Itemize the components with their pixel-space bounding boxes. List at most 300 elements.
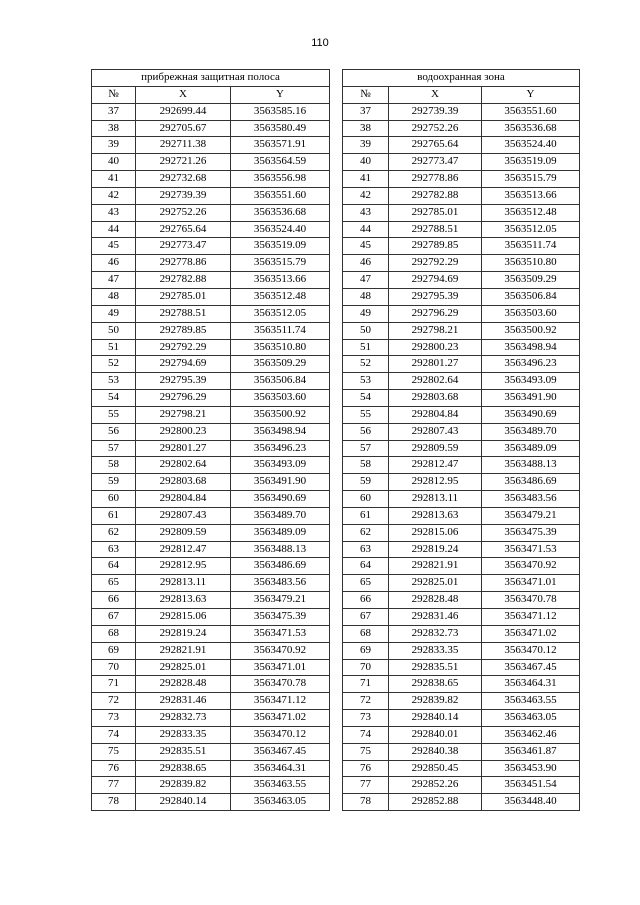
y-coordinate: 3563467.45	[482, 659, 580, 676]
point-number: 69	[343, 642, 389, 659]
point-number: 57	[343, 440, 389, 457]
table-row	[92, 288, 330, 305]
y-coordinate: 3563470.12	[231, 726, 330, 743]
table-row	[92, 171, 330, 188]
x-coordinate: 292852.88	[389, 794, 482, 811]
point-number: 73	[343, 710, 389, 727]
table-row	[343, 423, 580, 440]
x-coordinate: 292819.24	[136, 625, 231, 642]
x-coordinate: 292795.39	[136, 373, 231, 390]
table-row	[343, 524, 580, 541]
table-row	[343, 777, 580, 794]
point-number: 56	[92, 423, 136, 440]
column-header-y: Y	[482, 86, 580, 103]
x-coordinate: 292739.39	[136, 187, 231, 204]
point-number: 68	[92, 625, 136, 642]
point-number: 64	[343, 558, 389, 575]
point-number: 38	[92, 120, 136, 137]
y-coordinate: 3563490.69	[231, 491, 330, 508]
point-number: 50	[92, 322, 136, 339]
y-coordinate: 3563536.68	[231, 204, 330, 221]
x-coordinate: 292798.21	[389, 322, 482, 339]
point-number: 75	[92, 743, 136, 760]
table-row	[343, 760, 580, 777]
point-number: 65	[343, 575, 389, 592]
x-coordinate: 292840.38	[389, 743, 482, 760]
x-coordinate: 292809.59	[136, 524, 231, 541]
y-coordinate: 3563511.74	[231, 322, 330, 339]
point-number: 53	[92, 373, 136, 390]
x-coordinate: 292831.46	[389, 609, 482, 626]
y-coordinate: 3563489.70	[482, 423, 580, 440]
table-row	[92, 137, 330, 154]
y-coordinate: 3563493.09	[482, 373, 580, 390]
y-coordinate: 3563486.69	[482, 474, 580, 491]
x-coordinate: 292705.67	[136, 120, 231, 137]
table-row	[92, 238, 330, 255]
x-coordinate: 292825.01	[389, 575, 482, 592]
table-row	[92, 693, 330, 710]
x-coordinate: 292752.26	[136, 204, 231, 221]
table-row	[343, 642, 580, 659]
table-row	[92, 221, 330, 238]
point-number: 56	[343, 423, 389, 440]
y-coordinate: 3563467.45	[231, 743, 330, 760]
point-number: 47	[343, 272, 389, 289]
x-coordinate: 292835.51	[136, 743, 231, 760]
y-coordinate: 3563512.48	[482, 204, 580, 221]
x-coordinate: 292832.73	[136, 710, 231, 727]
point-number: 55	[343, 406, 389, 423]
x-coordinate: 292821.91	[389, 558, 482, 575]
table-row	[92, 120, 330, 137]
y-coordinate: 3563513.66	[231, 272, 330, 289]
point-number: 50	[343, 322, 389, 339]
point-number: 58	[92, 457, 136, 474]
x-coordinate: 292800.23	[136, 423, 231, 440]
x-coordinate: 292778.86	[389, 171, 482, 188]
x-coordinate: 292815.06	[389, 524, 482, 541]
point-number: 75	[343, 743, 389, 760]
x-coordinate: 292831.46	[136, 693, 231, 710]
y-coordinate: 3563515.79	[482, 171, 580, 188]
point-number: 74	[92, 726, 136, 743]
y-coordinate: 3563506.84	[231, 373, 330, 390]
column-header-x: X	[389, 86, 482, 103]
x-coordinate: 292796.29	[136, 390, 231, 407]
table-row	[343, 726, 580, 743]
x-coordinate: 292809.59	[389, 440, 482, 457]
table-row	[92, 474, 330, 491]
point-number: 61	[92, 507, 136, 524]
y-coordinate: 3563489.70	[231, 507, 330, 524]
y-coordinate: 3563571.91	[231, 137, 330, 154]
table-row	[343, 676, 580, 693]
column-header-number: №	[92, 86, 136, 103]
table-row	[343, 440, 580, 457]
y-coordinate: 3563470.78	[482, 592, 580, 609]
table-row	[343, 272, 580, 289]
y-coordinate: 3563513.66	[482, 187, 580, 204]
y-coordinate: 3563512.48	[231, 288, 330, 305]
x-coordinate: 292792.29	[389, 255, 482, 272]
table-row	[92, 743, 330, 760]
table-row	[343, 322, 580, 339]
y-coordinate: 3563463.05	[231, 794, 330, 811]
point-number: 51	[92, 339, 136, 356]
point-number: 63	[343, 541, 389, 558]
x-coordinate: 292752.26	[389, 120, 482, 137]
x-coordinate: 292801.27	[389, 356, 482, 373]
point-number: 70	[343, 659, 389, 676]
column-header-y: Y	[231, 86, 330, 103]
y-coordinate: 3563471.53	[482, 541, 580, 558]
x-coordinate: 292807.43	[136, 507, 231, 524]
point-number: 69	[92, 642, 136, 659]
point-number: 44	[343, 221, 389, 238]
point-number: 57	[92, 440, 136, 457]
x-coordinate: 292804.84	[389, 406, 482, 423]
x-coordinate: 292795.39	[389, 288, 482, 305]
table-row	[92, 406, 330, 423]
y-coordinate: 3563470.12	[482, 642, 580, 659]
point-number: 45	[92, 238, 136, 255]
table-row	[92, 322, 330, 339]
point-number: 49	[92, 305, 136, 322]
table-row	[92, 373, 330, 390]
y-coordinate: 3563490.69	[482, 406, 580, 423]
point-number: 37	[92, 103, 136, 120]
y-coordinate: 3563585.16	[231, 103, 330, 120]
point-number: 42	[92, 187, 136, 204]
point-number: 74	[343, 726, 389, 743]
x-coordinate: 292839.82	[136, 777, 231, 794]
table-row	[343, 541, 580, 558]
table-row	[92, 609, 330, 626]
table-row	[92, 423, 330, 440]
point-number: 48	[343, 288, 389, 305]
y-coordinate: 3563471.12	[231, 693, 330, 710]
table-title: прибрежная защитная полоса	[92, 70, 330, 87]
coastal-protection-strip-table	[91, 69, 330, 811]
table-row	[92, 440, 330, 457]
water-protection-zone-table	[342, 69, 580, 811]
y-coordinate: 3563498.94	[482, 339, 580, 356]
table-row	[343, 238, 580, 255]
table-row	[343, 558, 580, 575]
table-row	[92, 760, 330, 777]
x-coordinate: 292840.14	[136, 794, 231, 811]
table-row	[92, 710, 330, 727]
table-row	[343, 625, 580, 642]
x-coordinate: 292838.65	[136, 760, 231, 777]
table-row	[92, 390, 330, 407]
y-coordinate: 3563500.92	[231, 406, 330, 423]
y-coordinate: 3563462.46	[482, 726, 580, 743]
table-row	[343, 592, 580, 609]
point-number: 67	[343, 609, 389, 626]
table-row	[343, 794, 580, 811]
table-row	[92, 507, 330, 524]
table-row	[343, 255, 580, 272]
point-number: 73	[92, 710, 136, 727]
y-coordinate: 3563511.74	[482, 238, 580, 255]
point-number: 46	[343, 255, 389, 272]
y-coordinate: 3563463.55	[231, 777, 330, 794]
table-row	[343, 659, 580, 676]
table-row	[343, 103, 580, 120]
table-row	[92, 154, 330, 171]
y-coordinate: 3563580.49	[231, 120, 330, 137]
x-coordinate: 292838.65	[389, 676, 482, 693]
table-row	[343, 743, 580, 760]
y-coordinate: 3563475.39	[231, 609, 330, 626]
table-row	[343, 710, 580, 727]
table-row	[343, 204, 580, 221]
x-coordinate: 292812.47	[136, 541, 231, 558]
point-number: 53	[343, 373, 389, 390]
point-number: 64	[92, 558, 136, 575]
y-coordinate: 3563470.78	[231, 676, 330, 693]
table-row	[92, 558, 330, 575]
y-coordinate: 3563483.56	[231, 575, 330, 592]
table-row	[92, 204, 330, 221]
x-coordinate: 292840.14	[389, 710, 482, 727]
point-number: 49	[343, 305, 389, 322]
point-number: 43	[92, 204, 136, 221]
x-coordinate: 292802.64	[389, 373, 482, 390]
table-row	[92, 676, 330, 693]
y-coordinate: 3563510.80	[231, 339, 330, 356]
y-coordinate: 3563551.60	[482, 103, 580, 120]
point-number: 58	[343, 457, 389, 474]
x-coordinate: 292773.47	[136, 238, 231, 255]
y-coordinate: 3563556.98	[231, 171, 330, 188]
y-coordinate: 3563496.23	[231, 440, 330, 457]
x-coordinate: 292739.39	[389, 103, 482, 120]
table-row	[343, 693, 580, 710]
y-coordinate: 3563461.87	[482, 743, 580, 760]
column-header-number: №	[343, 86, 389, 103]
point-number: 48	[92, 288, 136, 305]
x-coordinate: 292711.38	[136, 137, 231, 154]
y-coordinate: 3563463.05	[482, 710, 580, 727]
x-coordinate: 292813.63	[389, 507, 482, 524]
table-row	[343, 187, 580, 204]
y-coordinate: 3563471.02	[231, 710, 330, 727]
x-coordinate: 292796.29	[389, 305, 482, 322]
point-number: 38	[343, 120, 389, 137]
x-coordinate: 292821.91	[136, 642, 231, 659]
x-coordinate: 292833.35	[136, 726, 231, 743]
y-coordinate: 3563479.21	[482, 507, 580, 524]
table-row	[92, 642, 330, 659]
x-coordinate: 292825.01	[136, 659, 231, 676]
x-coordinate: 292840.01	[389, 726, 482, 743]
y-coordinate: 3563483.56	[482, 491, 580, 508]
x-coordinate: 292832.73	[389, 625, 482, 642]
y-coordinate: 3563463.55	[482, 693, 580, 710]
table-row	[92, 339, 330, 356]
table-row	[92, 255, 330, 272]
y-coordinate: 3563491.90	[231, 474, 330, 491]
x-coordinate: 292794.69	[389, 272, 482, 289]
column-header-x: X	[136, 86, 231, 103]
x-coordinate: 292852.26	[389, 777, 482, 794]
point-number: 67	[92, 609, 136, 626]
x-coordinate: 292804.84	[136, 491, 231, 508]
x-coordinate: 292801.27	[136, 440, 231, 457]
point-number: 62	[92, 524, 136, 541]
point-number: 63	[92, 541, 136, 558]
table-row	[343, 507, 580, 524]
point-number: 77	[92, 777, 136, 794]
y-coordinate: 3563515.79	[231, 255, 330, 272]
table-row	[92, 541, 330, 558]
point-number: 76	[92, 760, 136, 777]
page-number: 110	[311, 37, 329, 49]
y-coordinate: 3563491.90	[482, 390, 580, 407]
x-coordinate: 292785.01	[389, 204, 482, 221]
y-coordinate: 3563470.92	[482, 558, 580, 575]
point-number: 62	[343, 524, 389, 541]
table-row	[92, 187, 330, 204]
point-number: 55	[92, 406, 136, 423]
x-coordinate: 292788.51	[389, 221, 482, 238]
y-coordinate: 3563509.29	[482, 272, 580, 289]
x-coordinate: 292699.44	[136, 103, 231, 120]
table-row	[343, 457, 580, 474]
table-row	[343, 356, 580, 373]
point-number: 66	[92, 592, 136, 609]
y-coordinate: 3563493.09	[231, 457, 330, 474]
table-row	[343, 154, 580, 171]
x-coordinate: 292807.43	[389, 423, 482, 440]
table-row	[343, 120, 580, 137]
point-number: 37	[343, 103, 389, 120]
y-coordinate: 3563489.09	[482, 440, 580, 457]
point-number: 51	[343, 339, 389, 356]
x-coordinate: 292839.82	[389, 693, 482, 710]
table-row	[343, 221, 580, 238]
table-row	[343, 609, 580, 626]
y-coordinate: 3563498.94	[231, 423, 330, 440]
y-coordinate: 3563451.54	[482, 777, 580, 794]
table-title: водоохранная зона	[343, 70, 580, 87]
table-row	[92, 272, 330, 289]
table-row	[92, 625, 330, 642]
table-row	[92, 592, 330, 609]
point-number: 78	[343, 794, 389, 811]
x-coordinate: 292773.47	[389, 154, 482, 171]
y-coordinate: 3563471.01	[231, 659, 330, 676]
y-coordinate: 3563448.40	[482, 794, 580, 811]
y-coordinate: 3563453.90	[482, 760, 580, 777]
x-coordinate: 292782.88	[136, 272, 231, 289]
point-number: 61	[343, 507, 389, 524]
y-coordinate: 3563464.31	[482, 676, 580, 693]
x-coordinate: 292803.68	[136, 474, 231, 491]
point-number: 71	[343, 676, 389, 693]
point-number: 54	[92, 390, 136, 407]
point-number: 41	[343, 171, 389, 188]
point-number: 60	[343, 491, 389, 508]
y-coordinate: 3563512.05	[231, 305, 330, 322]
y-coordinate: 3563503.60	[482, 305, 580, 322]
table-row	[92, 491, 330, 508]
y-coordinate: 3563512.05	[482, 221, 580, 238]
x-coordinate: 292813.11	[136, 575, 231, 592]
point-number: 71	[92, 676, 136, 693]
y-coordinate: 3563470.92	[231, 642, 330, 659]
x-coordinate: 292833.35	[389, 642, 482, 659]
point-number: 42	[343, 187, 389, 204]
point-number: 72	[343, 693, 389, 710]
point-number: 54	[343, 390, 389, 407]
x-coordinate: 292765.64	[136, 221, 231, 238]
x-coordinate: 292798.21	[136, 406, 231, 423]
point-number: 39	[343, 137, 389, 154]
y-coordinate: 3563496.23	[482, 356, 580, 373]
point-number: 70	[92, 659, 136, 676]
table-row	[92, 794, 330, 811]
point-number: 52	[343, 356, 389, 373]
y-coordinate: 3563519.09	[231, 238, 330, 255]
table-row	[92, 356, 330, 373]
x-coordinate: 292782.88	[389, 187, 482, 204]
y-coordinate: 3563524.40	[231, 221, 330, 238]
y-coordinate: 3563471.01	[482, 575, 580, 592]
x-coordinate: 292785.01	[136, 288, 231, 305]
y-coordinate: 3563488.13	[231, 541, 330, 558]
table-row	[343, 137, 580, 154]
table-row	[343, 288, 580, 305]
point-number: 65	[92, 575, 136, 592]
point-number: 44	[92, 221, 136, 238]
table-row	[343, 575, 580, 592]
x-coordinate: 292812.95	[136, 558, 231, 575]
x-coordinate: 292819.24	[389, 541, 482, 558]
point-number: 43	[343, 204, 389, 221]
point-number: 60	[92, 491, 136, 508]
point-number: 66	[343, 592, 389, 609]
point-number: 40	[92, 154, 136, 171]
y-coordinate: 3563524.40	[482, 137, 580, 154]
point-number: 59	[92, 474, 136, 491]
y-coordinate: 3563471.53	[231, 625, 330, 642]
x-coordinate: 292802.64	[136, 457, 231, 474]
table-row	[343, 491, 580, 508]
y-coordinate: 3563500.92	[482, 322, 580, 339]
y-coordinate: 3563475.39	[482, 524, 580, 541]
y-coordinate: 3563486.69	[231, 558, 330, 575]
x-coordinate: 292800.23	[389, 339, 482, 356]
x-coordinate: 292813.11	[389, 491, 482, 508]
point-number: 78	[92, 794, 136, 811]
x-coordinate: 292835.51	[389, 659, 482, 676]
y-coordinate: 3563564.59	[231, 154, 330, 171]
y-coordinate: 3563519.09	[482, 154, 580, 171]
y-coordinate: 3563471.02	[482, 625, 580, 642]
table-row	[92, 103, 330, 120]
table-row	[343, 339, 580, 356]
y-coordinate: 3563488.13	[482, 457, 580, 474]
x-coordinate: 292732.68	[136, 171, 231, 188]
point-number: 76	[343, 760, 389, 777]
y-coordinate: 3563479.21	[231, 592, 330, 609]
x-coordinate: 292815.06	[136, 609, 231, 626]
y-coordinate: 3563509.29	[231, 356, 330, 373]
